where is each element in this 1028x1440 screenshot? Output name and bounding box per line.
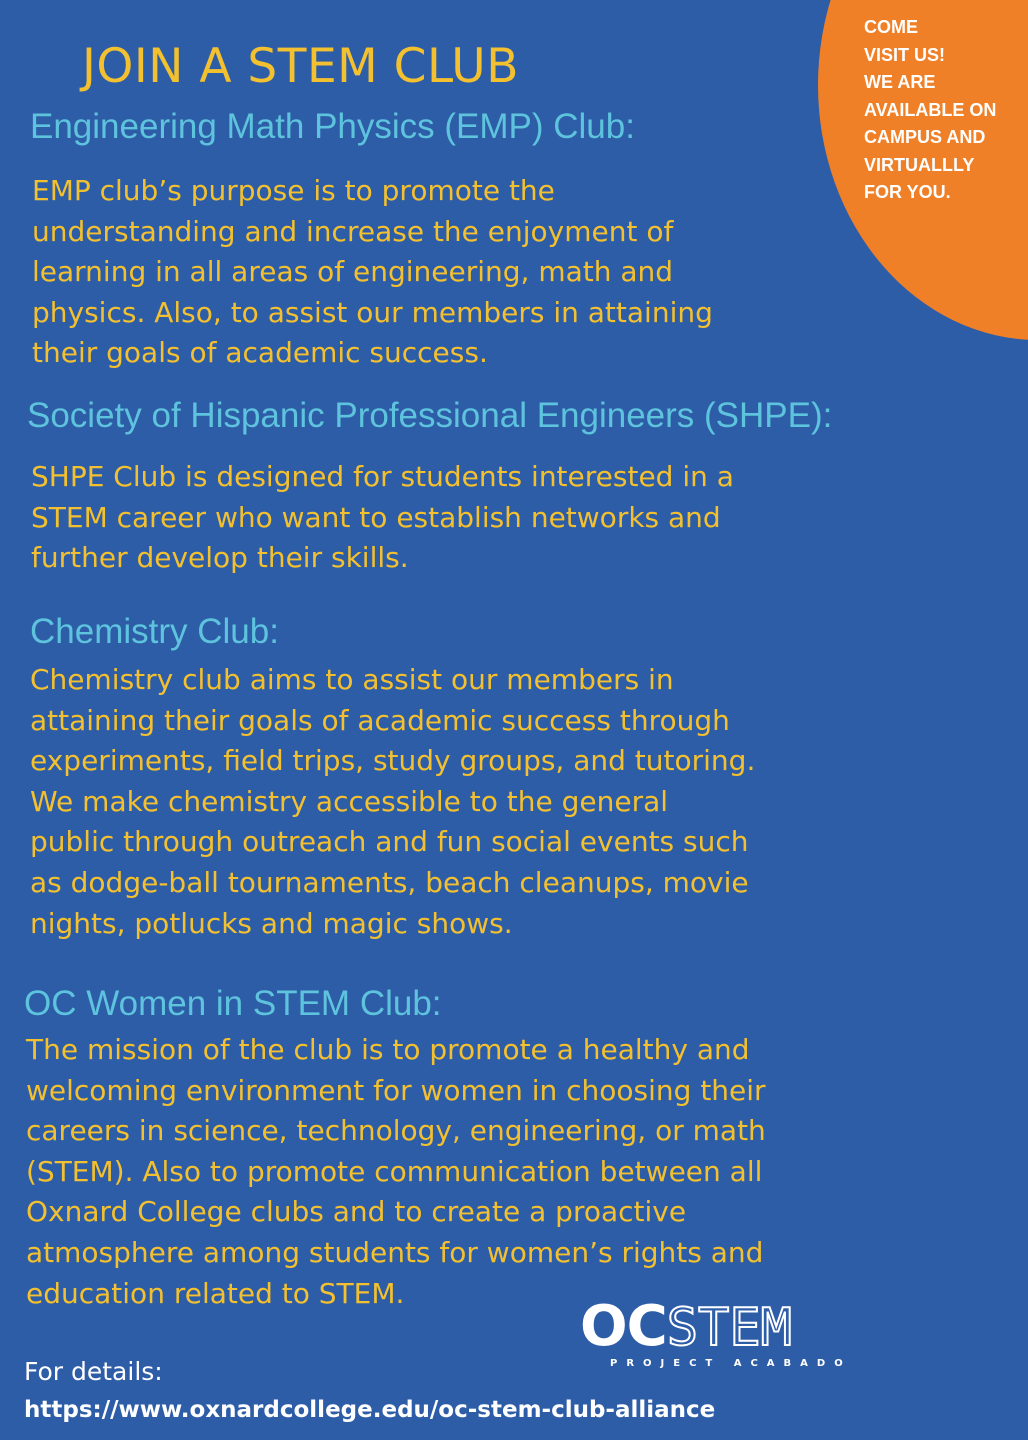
club-description-women-in-stem [26,1030,766,1314]
visit-us-badge-text [864,14,1028,207]
logo-subtitle: PROJECT ACABADO [610,1358,852,1369]
description-line: learning in all areas of engineering, math and [32,255,674,289]
club-description-chemistry [30,660,755,944]
badge-line: WE ARE [864,72,936,92]
description-line: further develop their skills. [31,541,409,575]
poster-title: JOIN A STEM CLUB [82,39,519,94]
badge-line: VIRTUALLLY [864,154,975,175]
badge-line: VISIT US! [864,44,946,65]
description-line: The mission of the club is to promote a healthy and [26,1033,750,1066]
club-description-emp [32,171,713,374]
badge-line: FOR YOU. [864,182,951,202]
logo-stem-text: STEM [666,1298,792,1358]
description-line: education related to STEM. [26,1276,405,1310]
badge-line: COME [864,17,918,37]
description-line: understanding and increase the enjoyment of [32,214,674,248]
description-line: Oxnard College clubs and to create a proactive [26,1195,687,1229]
club-description-shpe [31,457,734,579]
description-line: careers in science, technology, engineering, or math [26,1114,766,1148]
description-line: nights, potlucks and magic shows. [30,906,513,940]
description-line: welcoming environment for women in choosing their [26,1073,766,1107]
description-line: Chemistry club aims to assist our members in [30,663,674,696]
details-label: For details: [24,1357,163,1386]
club-alliance-link[interactable]: https://www.oxnardcollege.edu/oc-stem-club-alliance [24,1397,716,1423]
description-line: SHPE Club is designed for students interested in a [31,460,734,493]
description-line: (STEM). Also to promote communication between all [26,1154,763,1188]
description-line: experiments, field trips, study groups, and tutoring. [30,744,756,778]
description-line: atmosphere among students for women’s rights and [26,1235,764,1269]
club-heading-women-in-stem: OC Women in STEM Club: [24,984,442,1023]
club-heading-emp: Engineering Math Physics (EMP) Club: [30,107,635,146]
logo-oc-text: OC [580,1294,667,1359]
badge-line: CAMPUS AND [864,127,986,147]
description-line: attaining their goals of academic success through [30,703,730,737]
badge-line: AVAILABLE ON [864,99,997,120]
description-line: their goals of academic success. [32,336,488,370]
description-line: as dodge-ball tournaments, beach cleanups, movie [30,865,749,899]
description-line: We make chemistry accessible to the general [30,784,669,818]
description-line: EMP club’s purpose is to promote the [32,174,555,207]
club-heading-shpe: Society of Hispanic Professional Engineers (SHPE): [27,396,833,435]
club-heading-chemistry: Chemistry Club: [30,612,279,651]
oc-stem-logo [580,1296,870,1378]
description-line: physics. Also, to assist our members in attaining [32,295,713,329]
description-line: STEM career who want to establish networks and [31,500,721,534]
description-line: public through outreach and fun social events such [30,825,749,859]
